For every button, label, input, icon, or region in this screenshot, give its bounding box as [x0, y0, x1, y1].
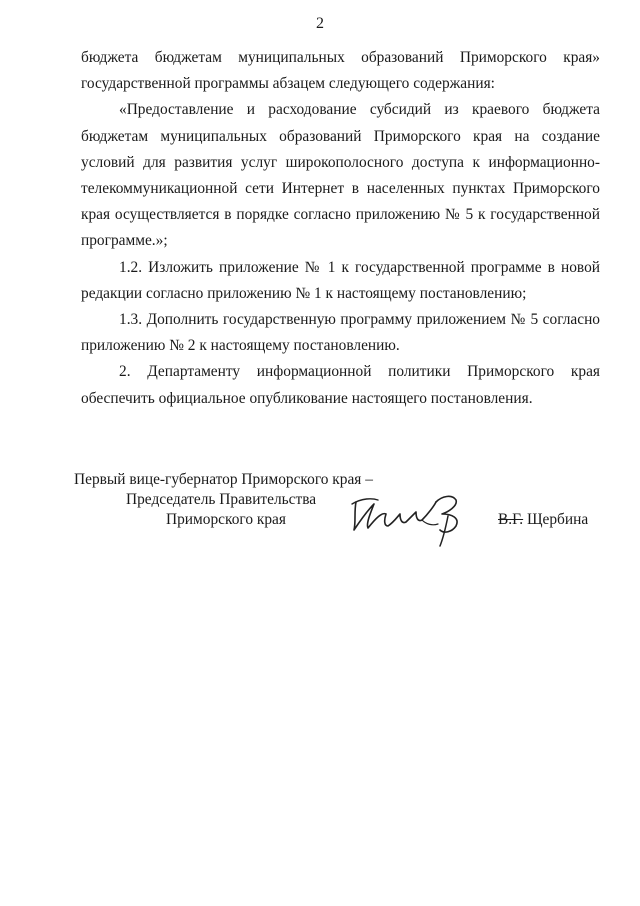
- text-line: бюджетам муниципальных образований Приморского края на создание: [81, 127, 600, 145]
- text-line: 1.3. Дополнить государственную программу приложением № 5 согласно: [119, 311, 600, 329]
- text-line: телекоммуникационной сети Интернет в населенных пунктах Приморского: [81, 180, 600, 198]
- handwritten-signature: [348, 488, 488, 550]
- paragraph-item-1-3: [81, 307, 600, 359]
- paragraph-item-2: [81, 359, 600, 411]
- signer-position-line: Первый вице-губернатор Приморского края –: [74, 471, 373, 488]
- paragraph-quoted-text: [81, 97, 600, 254]
- text-line: приложению № 2 к настоящему постановлению.: [81, 337, 400, 355]
- text-line: края осуществляется в порядке согласно приложению № 5 к государственной: [81, 206, 600, 224]
- document-body: [81, 45, 600, 412]
- signer-name: [498, 510, 588, 530]
- text-line: условий для развития услуг широкополосного доступа к информационно-: [81, 153, 600, 171]
- text-line: «Предоставление и расходование субсидий из краевого бюджета: [119, 101, 600, 119]
- text-line: редакции согласно приложению № 1 к настоящему постановлению;: [81, 284, 527, 302]
- paragraph-item-1-2: [81, 255, 600, 307]
- text-line: 2. Департаменту информационной политики Приморского края: [119, 363, 600, 381]
- paragraph-continuation: [81, 45, 600, 97]
- text-line: государственной программы абзацем следующего содержания:: [81, 75, 495, 93]
- text-line: обеспечить официальное опубликование настоящего постановления.: [81, 389, 533, 407]
- text-line: программе.»;: [81, 232, 168, 250]
- text-line: бюджета бюджетам муниципальных образований Приморского края»: [81, 49, 600, 66]
- signer-surname: Щербина: [526, 511, 589, 528]
- signature-block: [74, 470, 614, 550]
- signer-position-line: Приморского края: [166, 511, 286, 528]
- page-number: 2: [316, 15, 324, 32]
- signer-initials: В.Г.: [498, 511, 524, 528]
- text-line: 1.2. Изложить приложение № 1 к государственной программе в новой: [119, 258, 600, 276]
- signer-position-line: Председатель Правительства: [126, 491, 317, 508]
